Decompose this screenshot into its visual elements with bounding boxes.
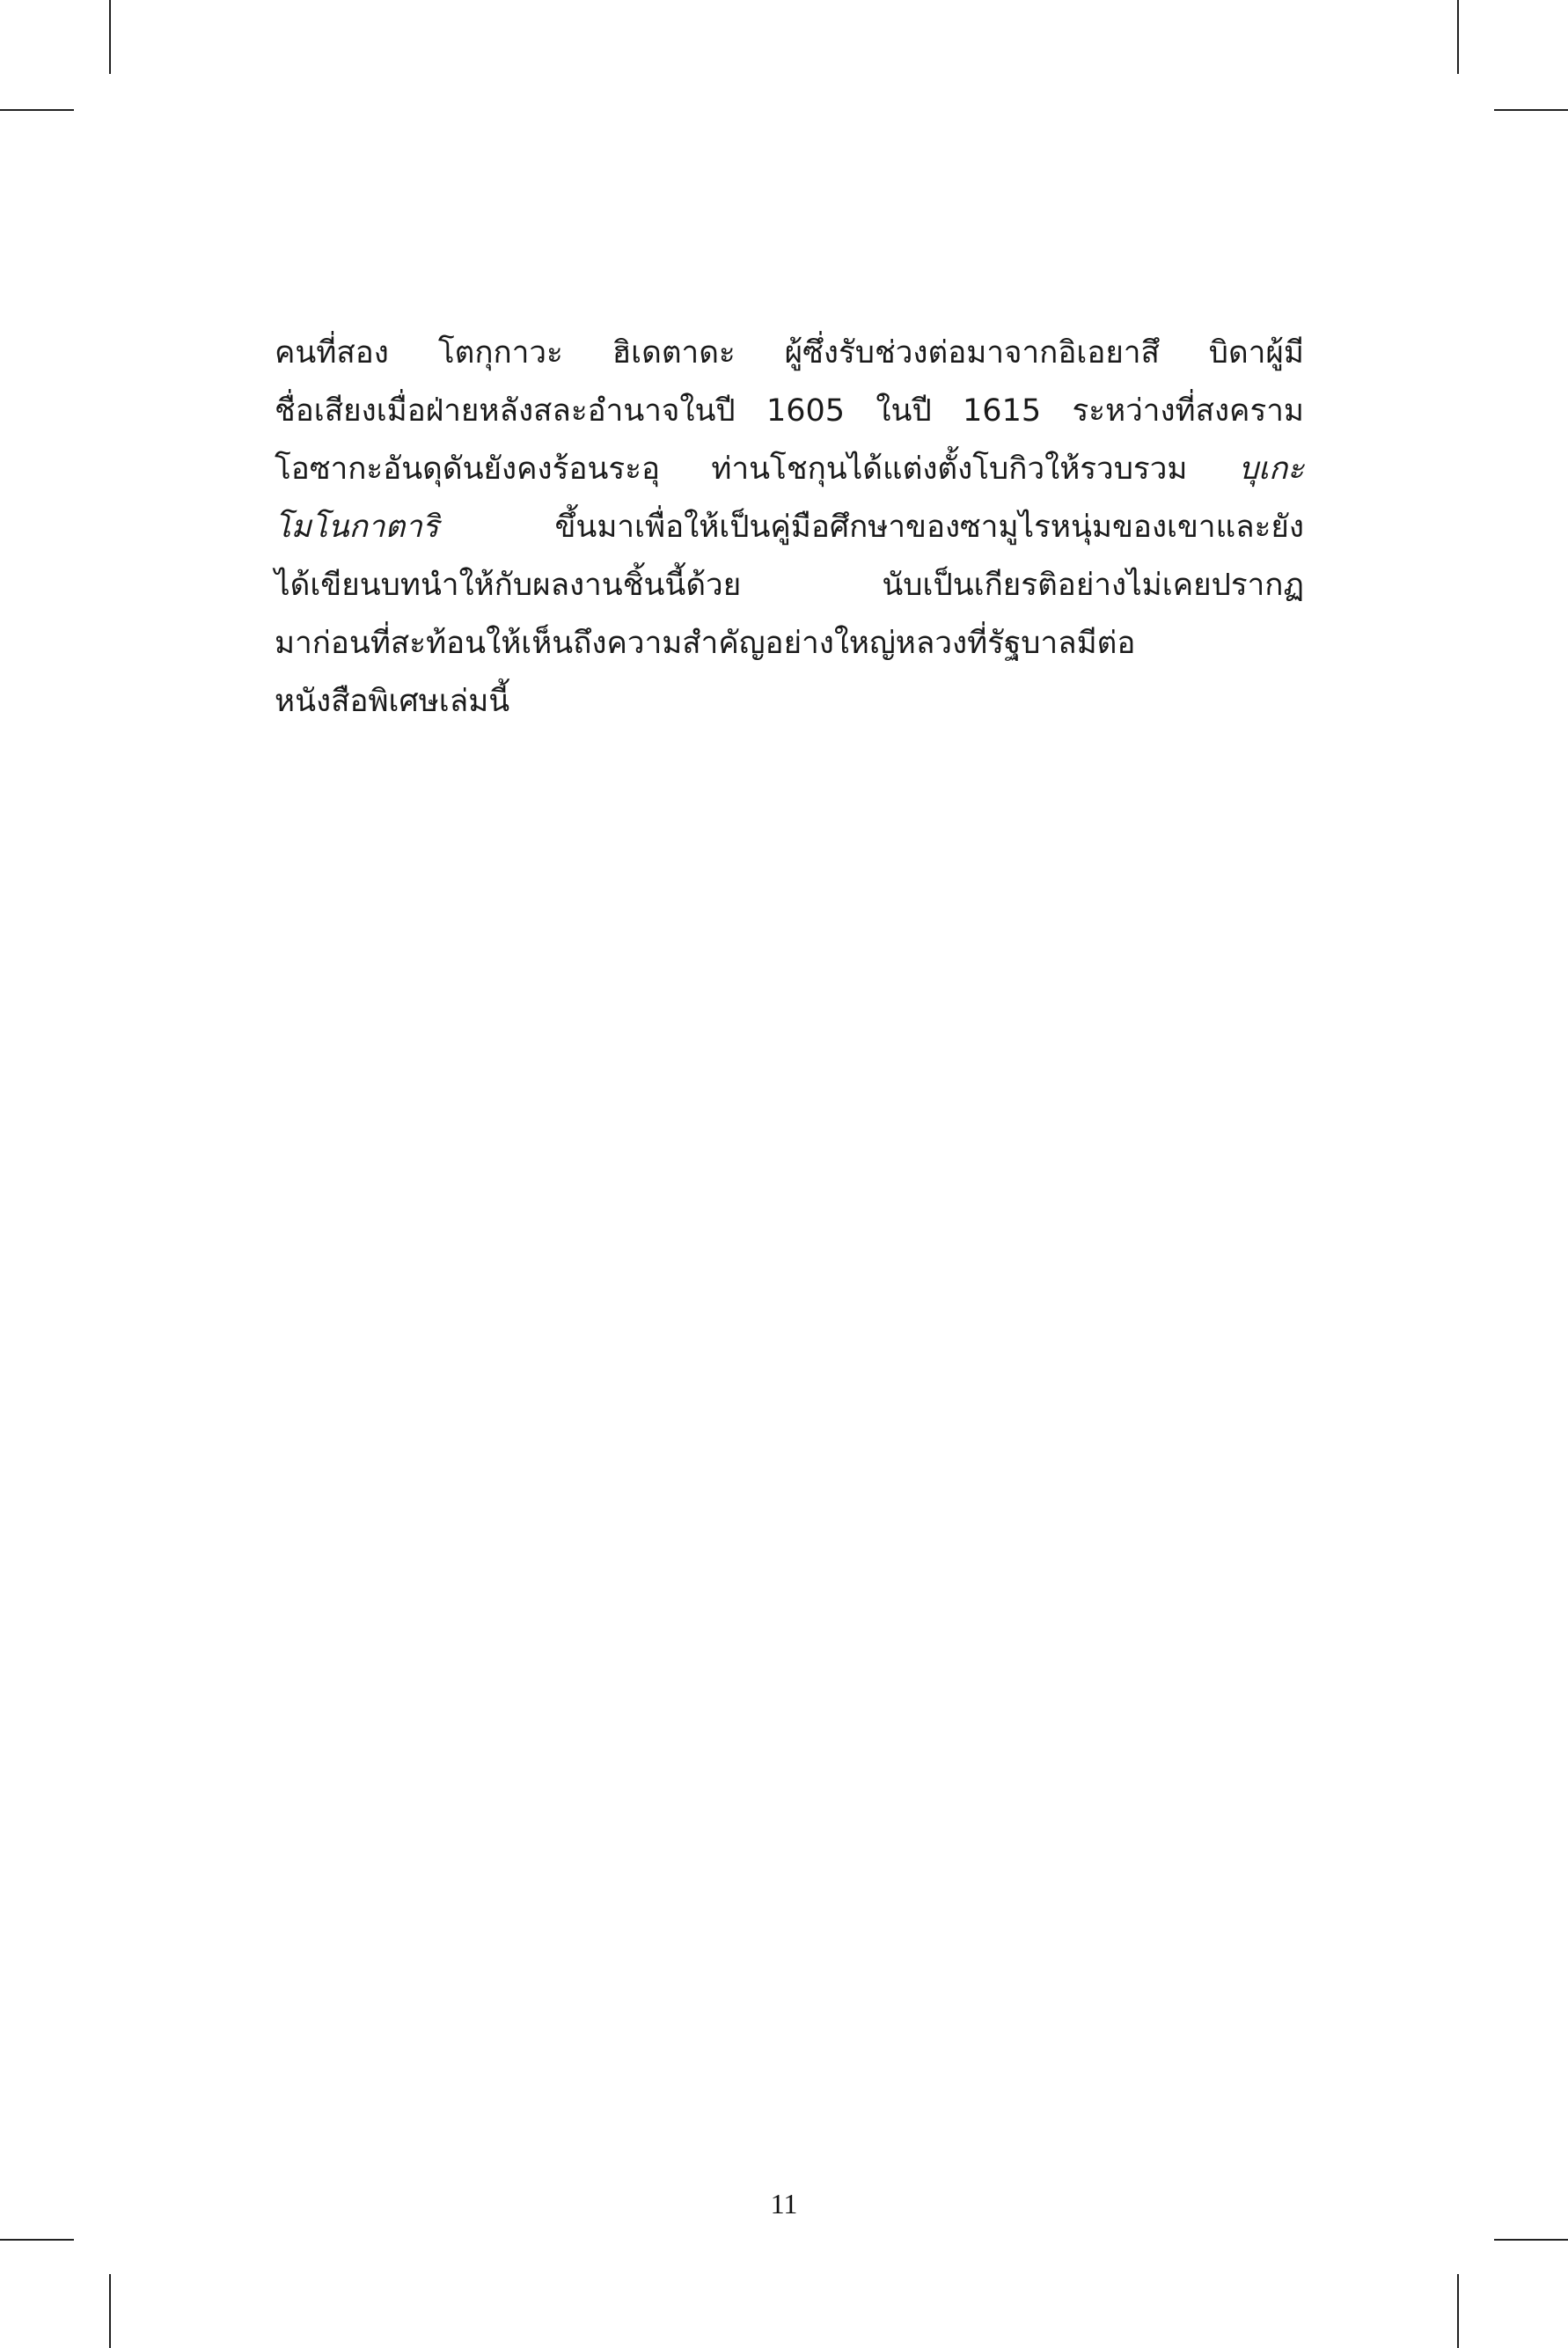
line-text: ขึ้นมาเพื่อให้เป็นคู่มือศึกษาของซามูไรหนุ่มของเขาและยัง <box>438 510 1304 545</box>
paragraph-line <box>275 614 1304 672</box>
crop-mark-top-left-horizontal <box>0 109 74 111</box>
page-number: 11 <box>770 2188 798 2220</box>
crop-mark-top-left-vertical <box>109 0 111 74</box>
line-text: ชื่อเสียงเมื่อฝ่ายหลังสละอำนาจในปี 1605 ในปี 1615 ระหว่างที่สงคราม <box>275 393 1304 429</box>
paragraph-line <box>275 382 1304 440</box>
crop-mark-bottom-left-horizontal <box>0 2239 74 2241</box>
crop-mark-bottom-left-vertical <box>109 2274 111 2348</box>
paragraph-line <box>275 324 1304 382</box>
crop-mark-bottom-right-horizontal <box>1494 2239 1568 2241</box>
crop-mark-top-right-horizontal <box>1494 109 1568 111</box>
book-title-italic: บุเกะ <box>1238 451 1304 487</box>
paragraph-line <box>275 556 1304 614</box>
crop-mark-bottom-right-vertical <box>1457 2274 1459 2348</box>
line-text: คนที่สอง โตกุกาวะ ฮิเดตาดะ ผู้ซึ่งรับช่วงต่อมาจากอิเอยาสึ บิดาผู้มี <box>275 335 1304 371</box>
paragraph-line <box>275 440 1304 498</box>
line-text: ได้เขียนบทนำให้กับผลงานชิ้นนี้ด้วย นับเป็นเกียรติอย่างไม่เคยปรากฏ <box>275 568 1304 603</box>
book-title-italic: โมโนกาตาริ <box>275 510 439 545</box>
crop-mark-top-right-vertical <box>1457 0 1459 74</box>
body-paragraph <box>275 324 1304 730</box>
line-text: โอซากะอันดุดันยังคงร้อนระอุ ท่านโชกุนได้แต่งตั้งโบกิวให้รวบรวม <box>275 451 1239 487</box>
line-text: หนังสือพิเศษเล่มนี้ <box>275 684 510 719</box>
paragraph-line <box>275 672 1304 730</box>
line-text: มาก่อนที่สะท้อนให้เห็นถึงความสำคัญอย่างใหญ่หลวงที่รัฐบาลมีต่อ <box>275 626 1136 661</box>
paragraph-line <box>275 498 1304 556</box>
